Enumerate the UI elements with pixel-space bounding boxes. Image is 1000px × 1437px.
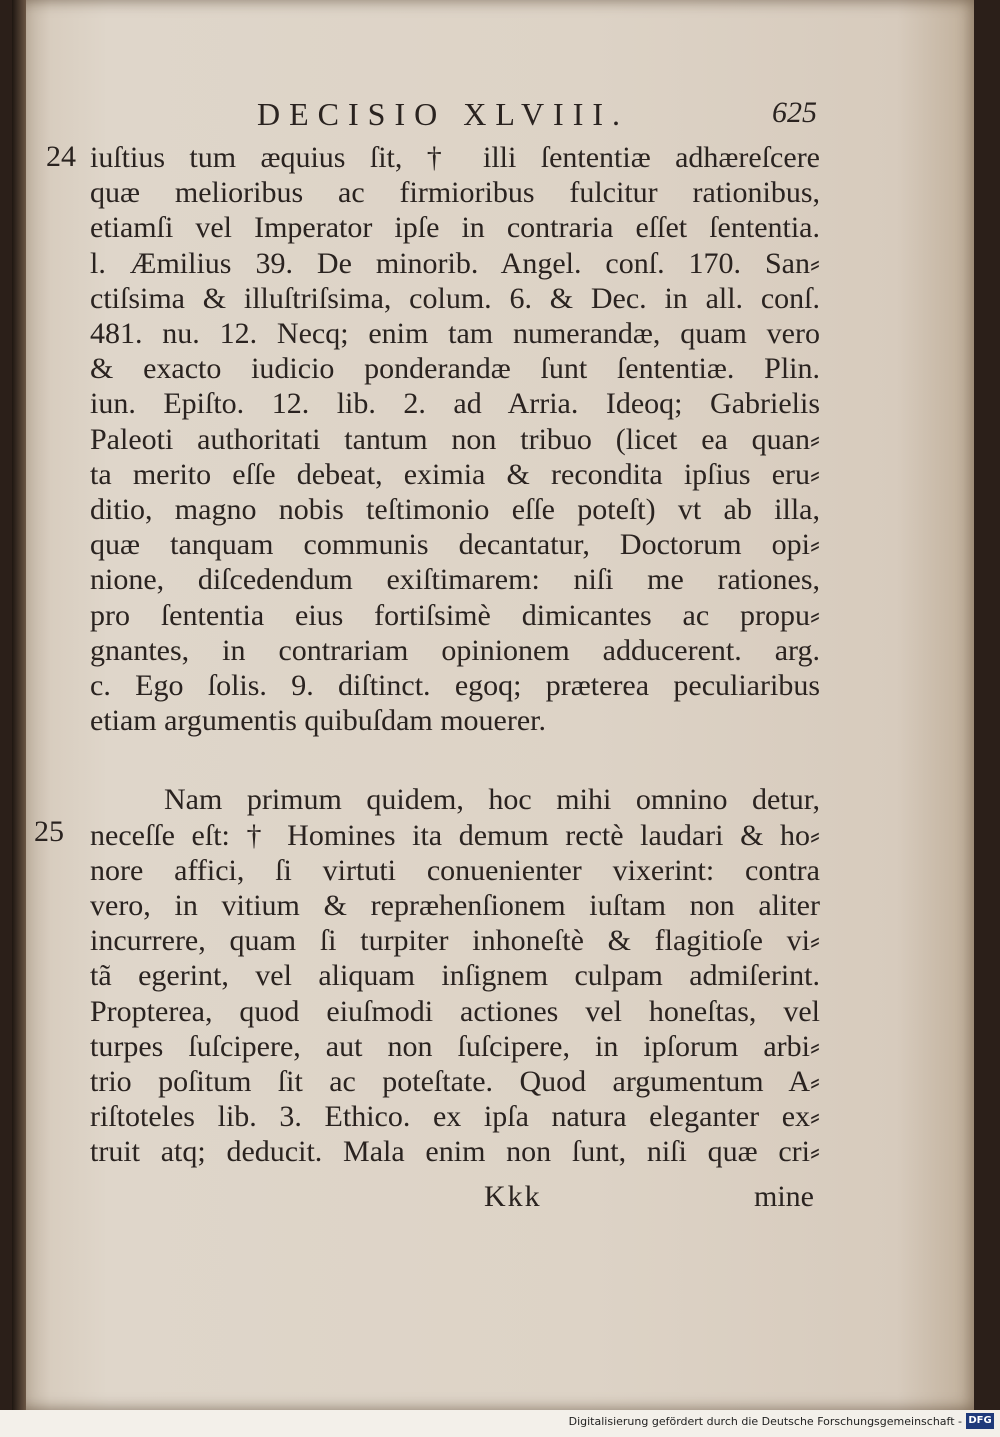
text-line: etiam argumentis quibuſdam mouerer. (90, 704, 547, 738)
text-line: nore affici, ſi virtuti conuenienter vixerint: contra (90, 853, 820, 887)
text-line: c. Ego ſolis. 9. diſtinct. egoq; præterea peculiaribus (90, 669, 820, 703)
text-line: neceſſe eſt: † Homines ita demum rectè laudari & ho⸗ (90, 818, 820, 852)
text-line: ditio, magno nobis teſtimonio eſſe poteſt) vt ab illa, (90, 493, 820, 527)
text-line: truit atq; deducit. Mala enim non ſunt, niſi quæ cri⸗ (90, 1135, 820, 1169)
book-page (12, 0, 974, 1410)
running-header (12, 96, 974, 136)
page-number: 625 (772, 96, 817, 129)
text-line: Propterea, quod eiuſmodi actiones vel honeſtas, vel (90, 994, 820, 1028)
text-line: quæ melioribus ac firmioribus fulcitur rationibus, (90, 176, 820, 210)
text-line: ta merito eſſe debeat, eximia & recondita ipſius eru⸗ (90, 457, 820, 491)
text-line: Paleoti authoritati tantum non tribuo (licet ea quan⸗ (90, 422, 820, 456)
text-line: vero, in vitium & repræhenſionem iuſtam non aliter (90, 889, 820, 923)
text-line: tã egerint, vel aliquam inſignem culpam admiſerint. (90, 959, 820, 993)
paragraph-1 (90, 140, 820, 738)
page-binding-edge (12, 0, 26, 1410)
text-line: Nam primum quidem, hoc mihi omnino detur, (164, 783, 820, 817)
catchword: mine (754, 1180, 814, 1213)
text-line: quæ tanquam communis decantatur, Doctorum opi⸗ (90, 528, 820, 562)
body-text (90, 140, 820, 1170)
text-line: & exacto iudicio ponderandæ ſunt ſententiæ. Plin. (90, 352, 820, 386)
funding-credit: Digitalisierung gefördert durch die Deutsche Forschungsgemeinschaft - (568, 1415, 962, 1428)
text-line: pro ſententia eius fortiſsimè dimicantes ac propu⸗ (90, 598, 820, 632)
text-line: etiamſi vel Imperator ipſe in contraria eſſet ſententia. (90, 211, 820, 245)
dfg-logo: DFG (966, 1413, 994, 1429)
header-title: DECISIO XLVIII. (257, 96, 630, 132)
text-line: trio poſitum ſit ac poteſtate. Quod argumentum A⸗ (90, 1065, 820, 1099)
paragraph-2 (90, 782, 820, 1169)
text-line: incurrere, quam ſi turpiter inhoneſtè & flagitioſe vi⸗ (90, 924, 820, 958)
margin-number: 24 (46, 140, 76, 173)
text-line: gnantes, in contrariam opinionem adducerent. arg. (90, 633, 820, 667)
text-line: ctiſsima & illuſtriſsima, colum. 6. & Dec. in all. conſ. (90, 281, 820, 315)
text-line: l. Æmilius 39. De minorib. Angel. conſ. 170. San⸗ (90, 246, 820, 280)
text-line: turpes ſuſcipere, aut non ſuſcipere, in ipſorum arbi⸗ (90, 1029, 820, 1063)
footer-bar (0, 1410, 1000, 1437)
text-line: 481. nu. 12. Necq; enim tam numerandæ, quam vero (90, 317, 820, 351)
text-line: iuſtius tum æquius ſit, † illi ſententiæ adhæreſcere (90, 141, 820, 174)
margin-number: 25 (34, 815, 64, 848)
text-line: nione, diſcedendum exiſtimarem: niſi me rationes, (90, 563, 820, 597)
text-line: iun. Epiſto. 12. lib. 2. ad Arria. Ideoq; Gabrielis (90, 387, 820, 421)
paragraph-gap (90, 738, 820, 782)
signature-mark: Kkk (484, 1180, 542, 1213)
text-line: riſtoteles lib. 3. Ethico. ex ipſa natura eleganter ex⸗ (90, 1100, 820, 1134)
